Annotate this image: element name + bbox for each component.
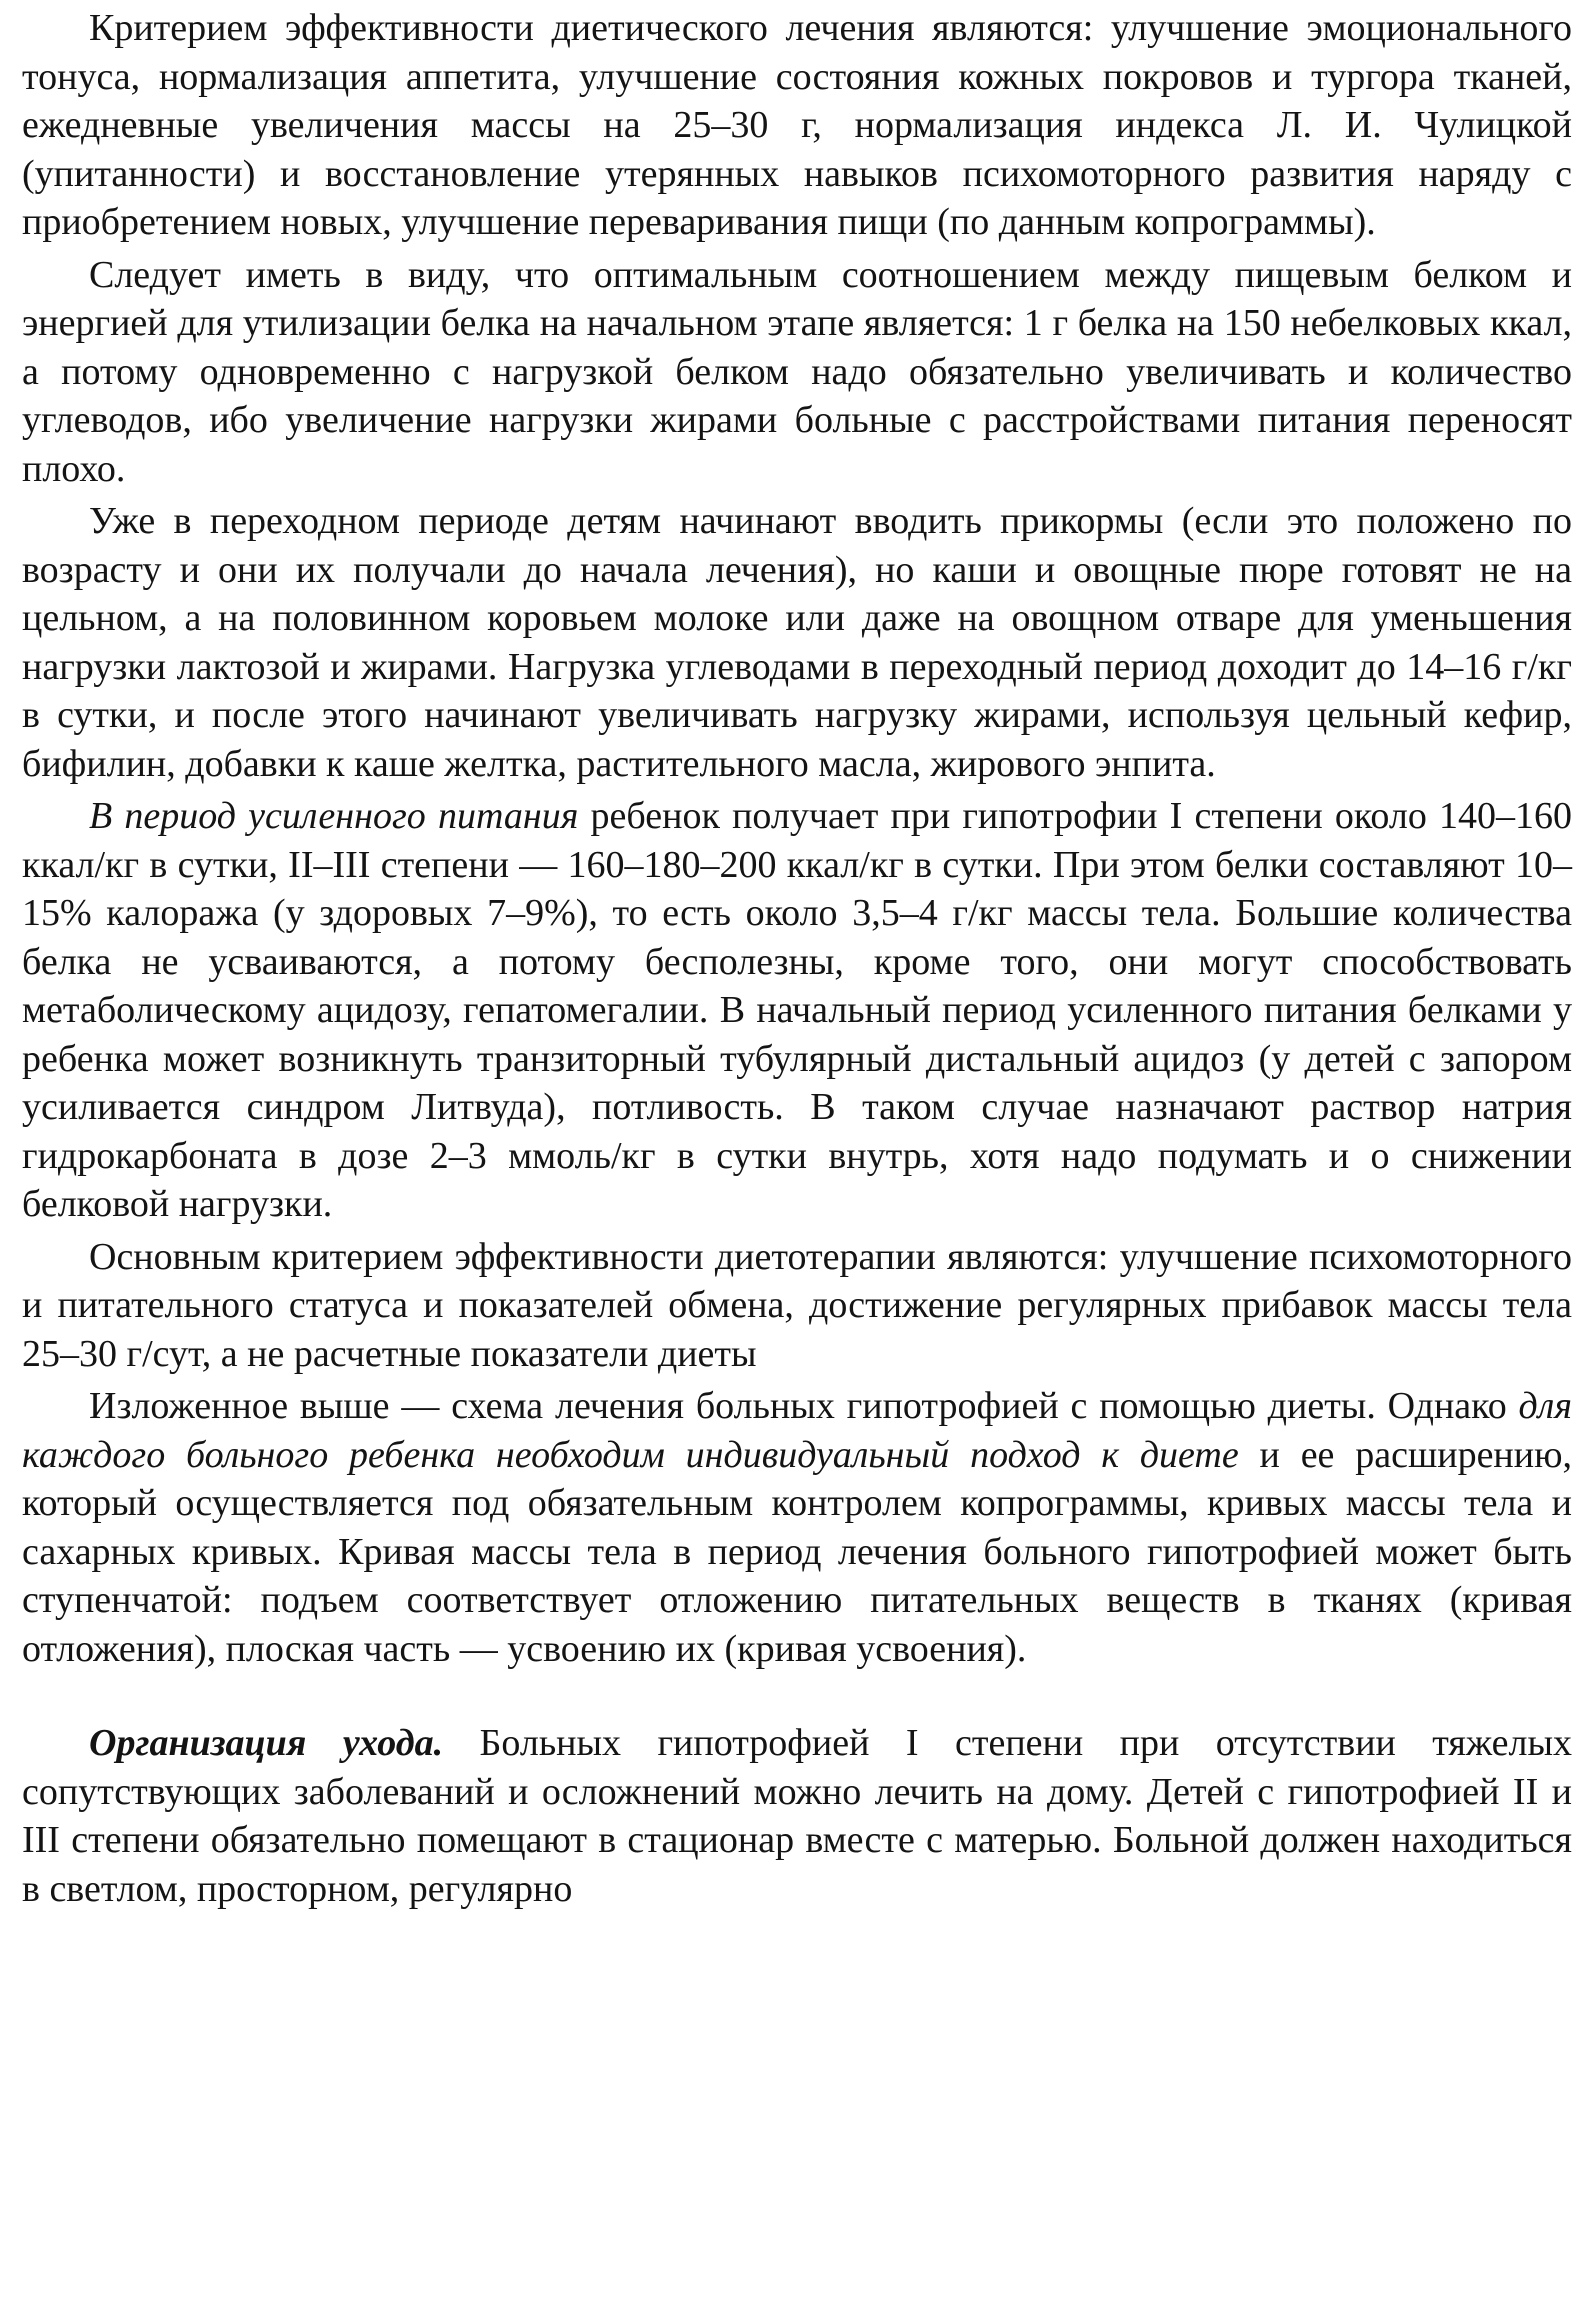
paragraph-text: Больных гипотрофией I степени при отсутствии тяжелых сопутствующих заболеваний и осложнений можно лечить на дому. Детей с гипотрофией II и III степени обязательно помещают в стационар вместе с матерью. Больной должен находиться в светлом, просторном, регулярно (22, 1722, 1573, 1910)
paragraph-individual-approach (22, 1382, 1572, 1673)
paragraph-diet-effectiveness-criteria (22, 4, 1572, 247)
book-page (22, 4, 1572, 2294)
paragraph-transition-period (22, 497, 1572, 788)
paragraph-text: Следует иметь в виду, что оптимальным соотношением между пищевым белком и энергией для утилизации белка на начальном этапе является: 1 г белка на 150 небелковых ккал, а потому одновременно с нагрузкой белком надо обязательно увеличивать и количество углеводов, ибо увеличение нагрузки жирами больные с расстройствами питания переносят плохо. (22, 253, 1572, 490)
paragraph-protein-energy-ratio (22, 251, 1572, 494)
section-heading: Организация ухода. (89, 1722, 444, 1764)
paragraph-text: Основным критерием эффективности диетотерапии являются: улучшение психомоторного и питательного статуса и показателей обмена, достижение регулярных прибавок массы тела 25–30 г/сут, а не расчетные показатели диеты (22, 1235, 1572, 1375)
paragraph-text: Критерием эффективности диетического лечения являются: улучшение эмоционального тонуса, нормализация аппетита, улучшение состояния кожных покровов и тургора тканей, ежедневные увеличения массы на 25–30 г, нормализация индекса Л. И. Чулицкой (упитанности) и восстановление утерянных навыков психомоторного развития наряду с приобретением новых, улучшение переваривания пищи (по данным копрограммы). (22, 7, 1572, 243)
paragraph-text: Уже в переходном периоде детям начинают вводить прикормы (если это положено по возрасту и они их получали до начала лечения), но каши и овощные пюре готовят не на цельном, а на половинном коровьем молоке или даже на овощном отваре для уменьшения нагрузки лактозой и жирами. Нагрузка углеводами в переходный период доходит до 14–16 г/кг в сутки, и после этого начинают увеличивать нагрузку жирами, используя цельный кефир, бифилин, добавки к каше желтка, растительного масла, жирового энпита. (22, 500, 1572, 785)
paragraph-main-criterion (22, 1233, 1572, 1379)
italic-term: В период усиленного питания (89, 795, 579, 837)
paragraph-text: Изложенное выше — схема лечения больных гипотрофией с помощью диеты. Однако (89, 1385, 1519, 1427)
paragraph-enhanced-nutrition (22, 792, 1572, 1229)
paragraph-text: и ее расширению, который осуществляется под обязательным контролем копрограммы, кривых массы тела и сахарных кривых. Кривая массы тела в период лечения больного гипотрофией может быть ступенчатой: подъем соответствует отложению питательных веществ в тканях (кривая отложения), плоская часть — усвоению их (кривая усвоения). (22, 1433, 1572, 1670)
paragraph-text: ребенок получает при гипотрофии I степени около 140–160 ккал/кг в сутки, II–III степени — 160–180–200 ккал/кг в сутки. При этом белки составляют 10–15% калоража (у здоровых 7–9%), то есть около 3,5–4 г/кг массы тела. Большие количества белка не усваиваются, а потому бесполезны, кроме того, они могут способствовать метаболическому ацидозу, гепатомегалии. В начальный период усиленного питания белками у ребенка может возникнуть транзиторный тубулярный дистальный ацидоз (у детей с запором усиливается синдром Литвуда), потливость. В таком случае назначают раствор натрия гидрокарбоната в дозе 2–3 ммоль/кг в сутки внутрь, хотя надо подумать и о снижении белковой нагрузки. (22, 795, 1572, 1225)
italic-emphasis: для каждого больного ребенка необходим индивидуальный подход к диете (22, 1385, 1572, 1476)
paragraph-care-organization (22, 1719, 1572, 1913)
